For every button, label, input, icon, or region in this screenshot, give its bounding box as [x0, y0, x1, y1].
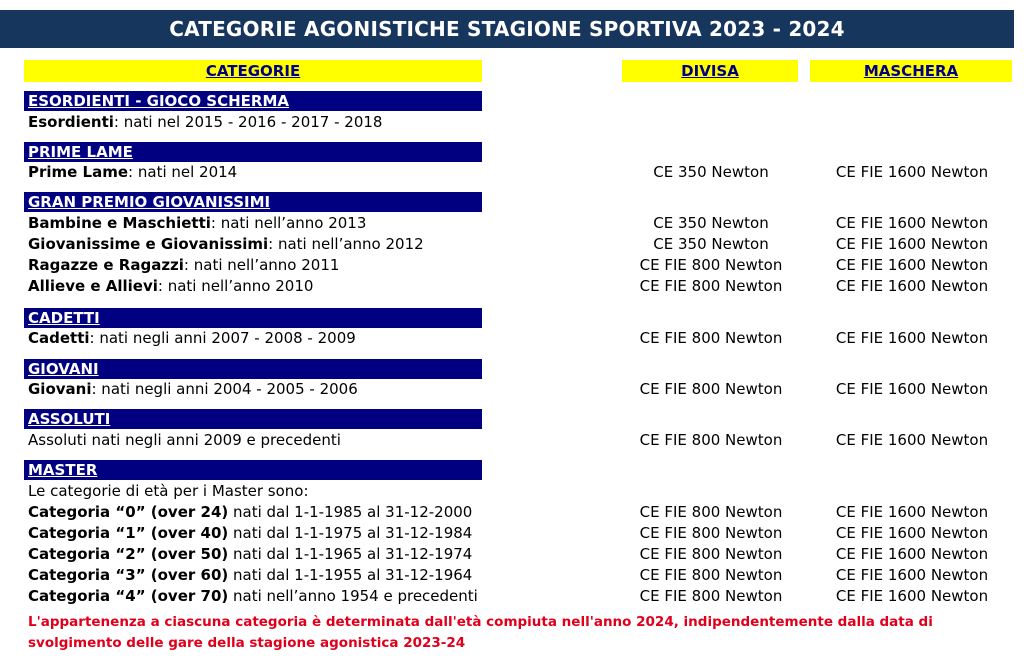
section-gran-premio-giovanissimi: GRAN PREMIO GIOVANISSIMI — [24, 192, 482, 212]
row-label: Allieve e Allievi — [28, 277, 158, 295]
table-row — [28, 379, 358, 400]
maschera-cell: CE FIE 1600 Newton — [835, 380, 989, 398]
maschera-cell: CE FIE 1600 Newton — [835, 503, 989, 521]
row-desc: : nati nell’anno 2010 — [157, 277, 314, 295]
table-row — [28, 234, 424, 255]
master-intro: Le categorie di età per i Master sono: — [28, 482, 309, 500]
table-row — [28, 565, 472, 586]
row-label: Categoria “4” (over 70) — [28, 587, 229, 605]
section-prime-lame: PRIME LAME — [24, 142, 482, 162]
row-label: Giovanissime e Giovanissimi — [28, 235, 269, 253]
table-row — [28, 112, 382, 133]
section-assoluti: ASSOLUTI — [24, 409, 482, 429]
row-desc: nati dal 1-1-1975 al 31-12-1984 — [228, 524, 473, 542]
row-desc: : nati nell’anno 2011 — [183, 256, 340, 274]
header-divisa: DIVISA — [622, 60, 798, 82]
row-desc: : nati nel 2014 — [128, 163, 238, 181]
divisa-cell: CE FIE 800 Newton — [639, 524, 783, 542]
footnote: L'appartenenza a ciascuna categoria è determinata dall'età compiuta nell'anno 2024, indipendentemente dalla data di svolgimento delle gare della stagione agonistica 2023-24 — [28, 614, 933, 651]
divisa-cell: CE FIE 800 Newton — [639, 431, 783, 449]
maschera-cell: CE FIE 1600 Newton — [835, 256, 989, 274]
header-maschera: MASCHERA — [810, 60, 1012, 82]
divisa-cell: CE 350 Newton — [653, 235, 769, 253]
divisa-cell: CE 350 Newton — [653, 214, 769, 232]
section-esordienti: ESORDIENTI - GIOCO SCHERMA — [24, 91, 482, 111]
row-label: Categoria “1” (over 40) — [28, 524, 229, 542]
row-desc: nati nell’anno 1954 e precedenti — [228, 587, 478, 605]
table-row — [28, 276, 313, 297]
row-desc: nati dal 1-1-1955 al 31-12-1964 — [228, 566, 473, 584]
row-desc: nati dal 1-1-1985 al 31-12-2000 — [228, 503, 473, 521]
divisa-cell: CE FIE 800 Newton — [639, 566, 783, 584]
row-label: Categoria “0” (over 24) — [28, 503, 229, 521]
maschera-cell: CE FIE 1600 Newton — [835, 329, 989, 347]
maschera-cell: CE FIE 1600 Newton — [835, 163, 989, 181]
page-title: CATEGORIE AGONISTICHE STAGIONE SPORTIVA 2023 - 2024 — [0, 10, 1014, 48]
table-row — [28, 328, 356, 349]
table-row — [28, 213, 366, 234]
divisa-cell: CE FIE 800 Newton — [639, 380, 783, 398]
row-label: Categoria “2” (over 50) — [28, 545, 229, 563]
row-desc: : nati nel 2015 - 2016 - 2017 - 2018 — [113, 113, 383, 131]
header-categorie: CATEGORIE — [24, 60, 482, 82]
table-row — [28, 255, 339, 276]
maschera-cell: CE FIE 1600 Newton — [835, 545, 989, 563]
row-desc: : nati negli anni 2007 - 2008 - 2009 — [89, 329, 356, 347]
table-row — [28, 430, 341, 451]
section-giovani: GIOVANI — [24, 359, 482, 379]
divisa-cell: CE FIE 800 Newton — [639, 503, 783, 521]
maschera-cell: CE FIE 1600 Newton — [835, 431, 989, 449]
divisa-cell: CE FIE 800 Newton — [639, 256, 783, 274]
row-desc: Assoluti nati negli anni 2009 e precedenti — [28, 431, 341, 449]
row-label: Bambine e Maschietti — [28, 214, 211, 232]
row-label: Ragazze e Ragazzi — [28, 256, 184, 274]
row-desc: : nati negli anni 2004 - 2005 - 2006 — [91, 380, 358, 398]
section-master: MASTER — [24, 460, 482, 480]
divisa-cell: CE FIE 800 Newton — [639, 329, 783, 347]
row-label: Esordienti — [28, 113, 114, 131]
row-label: Giovani — [28, 380, 92, 398]
section-cadetti: CADETTI — [24, 308, 482, 328]
divisa-cell: CE FIE 800 Newton — [639, 277, 783, 295]
row-label: Cadetti — [28, 329, 90, 347]
table-row — [28, 586, 478, 607]
divisa-cell: CE FIE 800 Newton — [639, 545, 783, 563]
table-row — [28, 544, 472, 565]
row-label: Prime Lame — [28, 163, 129, 181]
maschera-cell: CE FIE 1600 Newton — [835, 277, 989, 295]
maschera-cell: CE FIE 1600 Newton — [835, 235, 989, 253]
row-desc: nati dal 1-1-1965 al 31-12-1974 — [228, 545, 473, 563]
row-label: Categoria “3” (over 60) — [28, 566, 229, 584]
table-row — [28, 502, 472, 523]
divisa-cell: CE 350 Newton — [653, 163, 769, 181]
row-desc: : nati nell’anno 2012 — [268, 235, 424, 253]
row-desc: : nati nell’anno 2013 — [210, 214, 367, 232]
maschera-cell: CE FIE 1600 Newton — [835, 524, 989, 542]
maschera-cell: CE FIE 1600 Newton — [835, 587, 989, 605]
maschera-cell: CE FIE 1600 Newton — [835, 214, 989, 232]
maschera-cell: CE FIE 1600 Newton — [835, 566, 989, 584]
table-row — [28, 523, 472, 544]
table-row — [28, 162, 237, 183]
divisa-cell: CE FIE 800 Newton — [639, 587, 783, 605]
